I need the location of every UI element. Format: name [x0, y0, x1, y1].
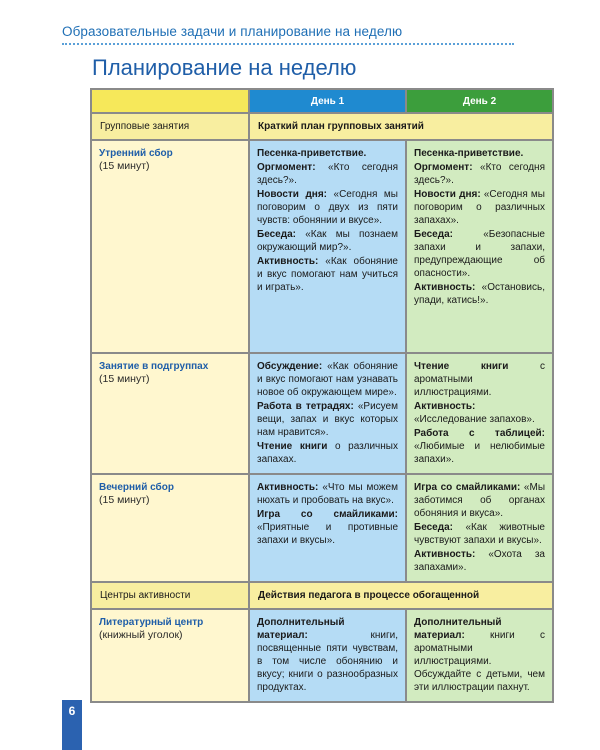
entry-heading: Беседа:	[414, 522, 453, 533]
entry-heading: Дополнительный материал:	[257, 617, 345, 641]
section-label: Центры активности	[91, 582, 249, 609]
plan-entry	[414, 481, 545, 520]
entry-heading: Активность:	[414, 549, 476, 560]
plan-entry	[414, 400, 545, 426]
day2-cell	[406, 353, 553, 474]
entry-heading: Активность:	[414, 401, 476, 412]
row-label-cell	[91, 353, 249, 474]
entry-text: «Как обоняние и вкус помогают нам узнавать новое об окружающем мире».	[257, 361, 398, 398]
entry-text: «Приятные и противные запахи и вкусы».	[257, 522, 398, 546]
plan-entry	[414, 427, 545, 466]
table-row-subgroups	[91, 353, 553, 474]
plan-entry	[414, 616, 545, 694]
plan-entry	[257, 188, 398, 227]
entry-heading: Дополнительный материал:	[414, 617, 502, 641]
day1-cell	[249, 140, 406, 353]
entry-heading: Активность:	[414, 282, 476, 293]
entry-heading: Песенка-приветствие.	[257, 148, 367, 159]
entry-heading: Чтение книги	[414, 361, 509, 372]
table-header-row	[91, 89, 553, 113]
day2-cell	[406, 140, 553, 353]
entry-text: «Безопасные запахи и запахи, предупреждающие об опасности».	[414, 229, 545, 279]
page-margin	[0, 0, 62, 750]
day1-cell	[249, 609, 406, 702]
entry-heading: Новости дня:	[414, 189, 481, 200]
plan-entry	[257, 616, 398, 694]
row-duration: (книжный уголок)	[99, 629, 183, 641]
entry-text: «Сегодня мы поговорим о различных запахах».	[414, 189, 545, 226]
plan-entry	[414, 281, 545, 307]
plan-entry	[414, 521, 545, 547]
plan-entry	[257, 360, 398, 399]
entry-text: «Кто сегодня здесь?».	[257, 162, 398, 186]
row-label: Литературный центр	[99, 617, 204, 628]
row-label: Вечерний сбор	[99, 482, 174, 493]
row-label-cell	[91, 140, 249, 353]
row-duration: (15 минут)	[99, 373, 150, 385]
entry-heading: Работа в тетрадях:	[257, 401, 354, 412]
day1-cell	[249, 474, 406, 582]
entry-heading: Работа с таблицей:	[414, 428, 545, 439]
entry-text: «Кто сегодня здесь?».	[414, 162, 545, 186]
entry-text: «Как мы познаем окружающий мир?».	[257, 229, 398, 253]
entry-text: «Как животные чувствуют запахи и вкусы».	[414, 522, 545, 546]
entry-text: «Рисуем вещи, запах и вкус которых нам нравится».	[257, 401, 398, 438]
entry-text: «Охота за запахами».	[414, 549, 545, 573]
plan-entry	[257, 228, 398, 254]
entry-text: «Мы заботимся об органах обоняния и вкуса».	[414, 482, 546, 519]
table-row-literature-center	[91, 609, 553, 702]
table-row-morning	[91, 140, 553, 353]
header-blank-cell	[91, 89, 249, 113]
plan-entry	[414, 147, 545, 160]
page-number: 6	[68, 704, 76, 718]
row-duration: (15 минут)	[99, 160, 150, 172]
entry-heading: Новости дня:	[257, 189, 327, 200]
entry-heading: Чтение книги	[257, 441, 328, 452]
entry-heading: Песенка-приветствие.	[414, 148, 524, 159]
entry-text: «Любимые и нелюбимые запахи».	[414, 441, 545, 465]
plan-entry	[414, 548, 545, 574]
page-title: Планирование на неделю	[92, 55, 357, 80]
running-head: Образовательные задачи и планирование на неделю	[62, 24, 403, 39]
entry-heading: Активность:	[257, 256, 319, 267]
entry-text: с ароматными иллюстрациями.	[414, 361, 545, 398]
day2-cell	[406, 474, 553, 582]
entry-text: «Что мы можем нюхать и пробовать на вкус».	[257, 482, 398, 506]
plan-entry	[414, 228, 545, 280]
entry-heading: Игра со смайликами:	[414, 482, 521, 493]
entry-text: «Сегодня мы поговорим о двух из пяти чувств: обонянии и вкусе».	[257, 189, 398, 226]
entry-text: «Исследование запахов».	[414, 414, 535, 425]
dotted-divider	[62, 43, 514, 45]
day1-cell	[249, 353, 406, 474]
plan-entry	[257, 400, 398, 439]
plan-entry	[257, 440, 398, 466]
entry-heading: Беседа:	[257, 229, 296, 240]
header-day-2: День 2	[406, 89, 553, 113]
plan-entry	[414, 360, 545, 399]
entry-heading: Активность:	[257, 482, 319, 493]
table-row-evening	[91, 474, 553, 582]
entry-heading: Беседа:	[414, 229, 453, 240]
entry-heading: Обсуждение:	[257, 361, 323, 372]
row-label: Утренний сбор	[99, 148, 173, 159]
entry-text: книги, посвященные пяти чувствам, в том числе обонянию и вкусу; книги о разнообразных продуктах.	[257, 630, 398, 693]
plan-entry	[257, 147, 398, 160]
weekly-plan-table	[90, 88, 554, 703]
section-title: Краткий план групповых занятий	[249, 113, 553, 140]
section-label: Групповые занятия	[91, 113, 249, 140]
row-duration: (15 минут)	[99, 494, 150, 506]
plan-entry	[414, 161, 545, 187]
entry-heading: Игра со смайликами:	[257, 509, 398, 520]
section-row-group-activities	[91, 113, 553, 140]
plan-entry	[257, 481, 398, 507]
plan-entry	[257, 161, 398, 187]
row-label-cell	[91, 609, 249, 702]
entry-text: о различных запахах.	[257, 441, 398, 465]
day2-cell	[406, 609, 553, 702]
header-day-1: День 1	[249, 89, 406, 113]
section-title: Действия педагога в процессе обогащенной	[249, 582, 553, 609]
entry-heading: Оргмомент:	[257, 162, 316, 173]
plan-entry	[257, 508, 398, 547]
section-row-activity-centers	[91, 582, 553, 609]
row-label: Занятие в подгруппах	[99, 361, 209, 372]
entry-text: «Остановись, упади, катись!».	[414, 282, 545, 306]
plan-entry	[414, 188, 545, 227]
entry-heading: Оргмомент:	[414, 162, 473, 173]
entry-text: «Как обоняние и вкус помогают нам учиться и играть».	[257, 256, 398, 293]
row-label-cell	[91, 474, 249, 582]
plan-entry	[257, 255, 398, 294]
entry-text: книги с ароматными иллюстрациями. Обсуждайте с детьми, чем эти иллюстрации пахнут.	[414, 630, 545, 693]
